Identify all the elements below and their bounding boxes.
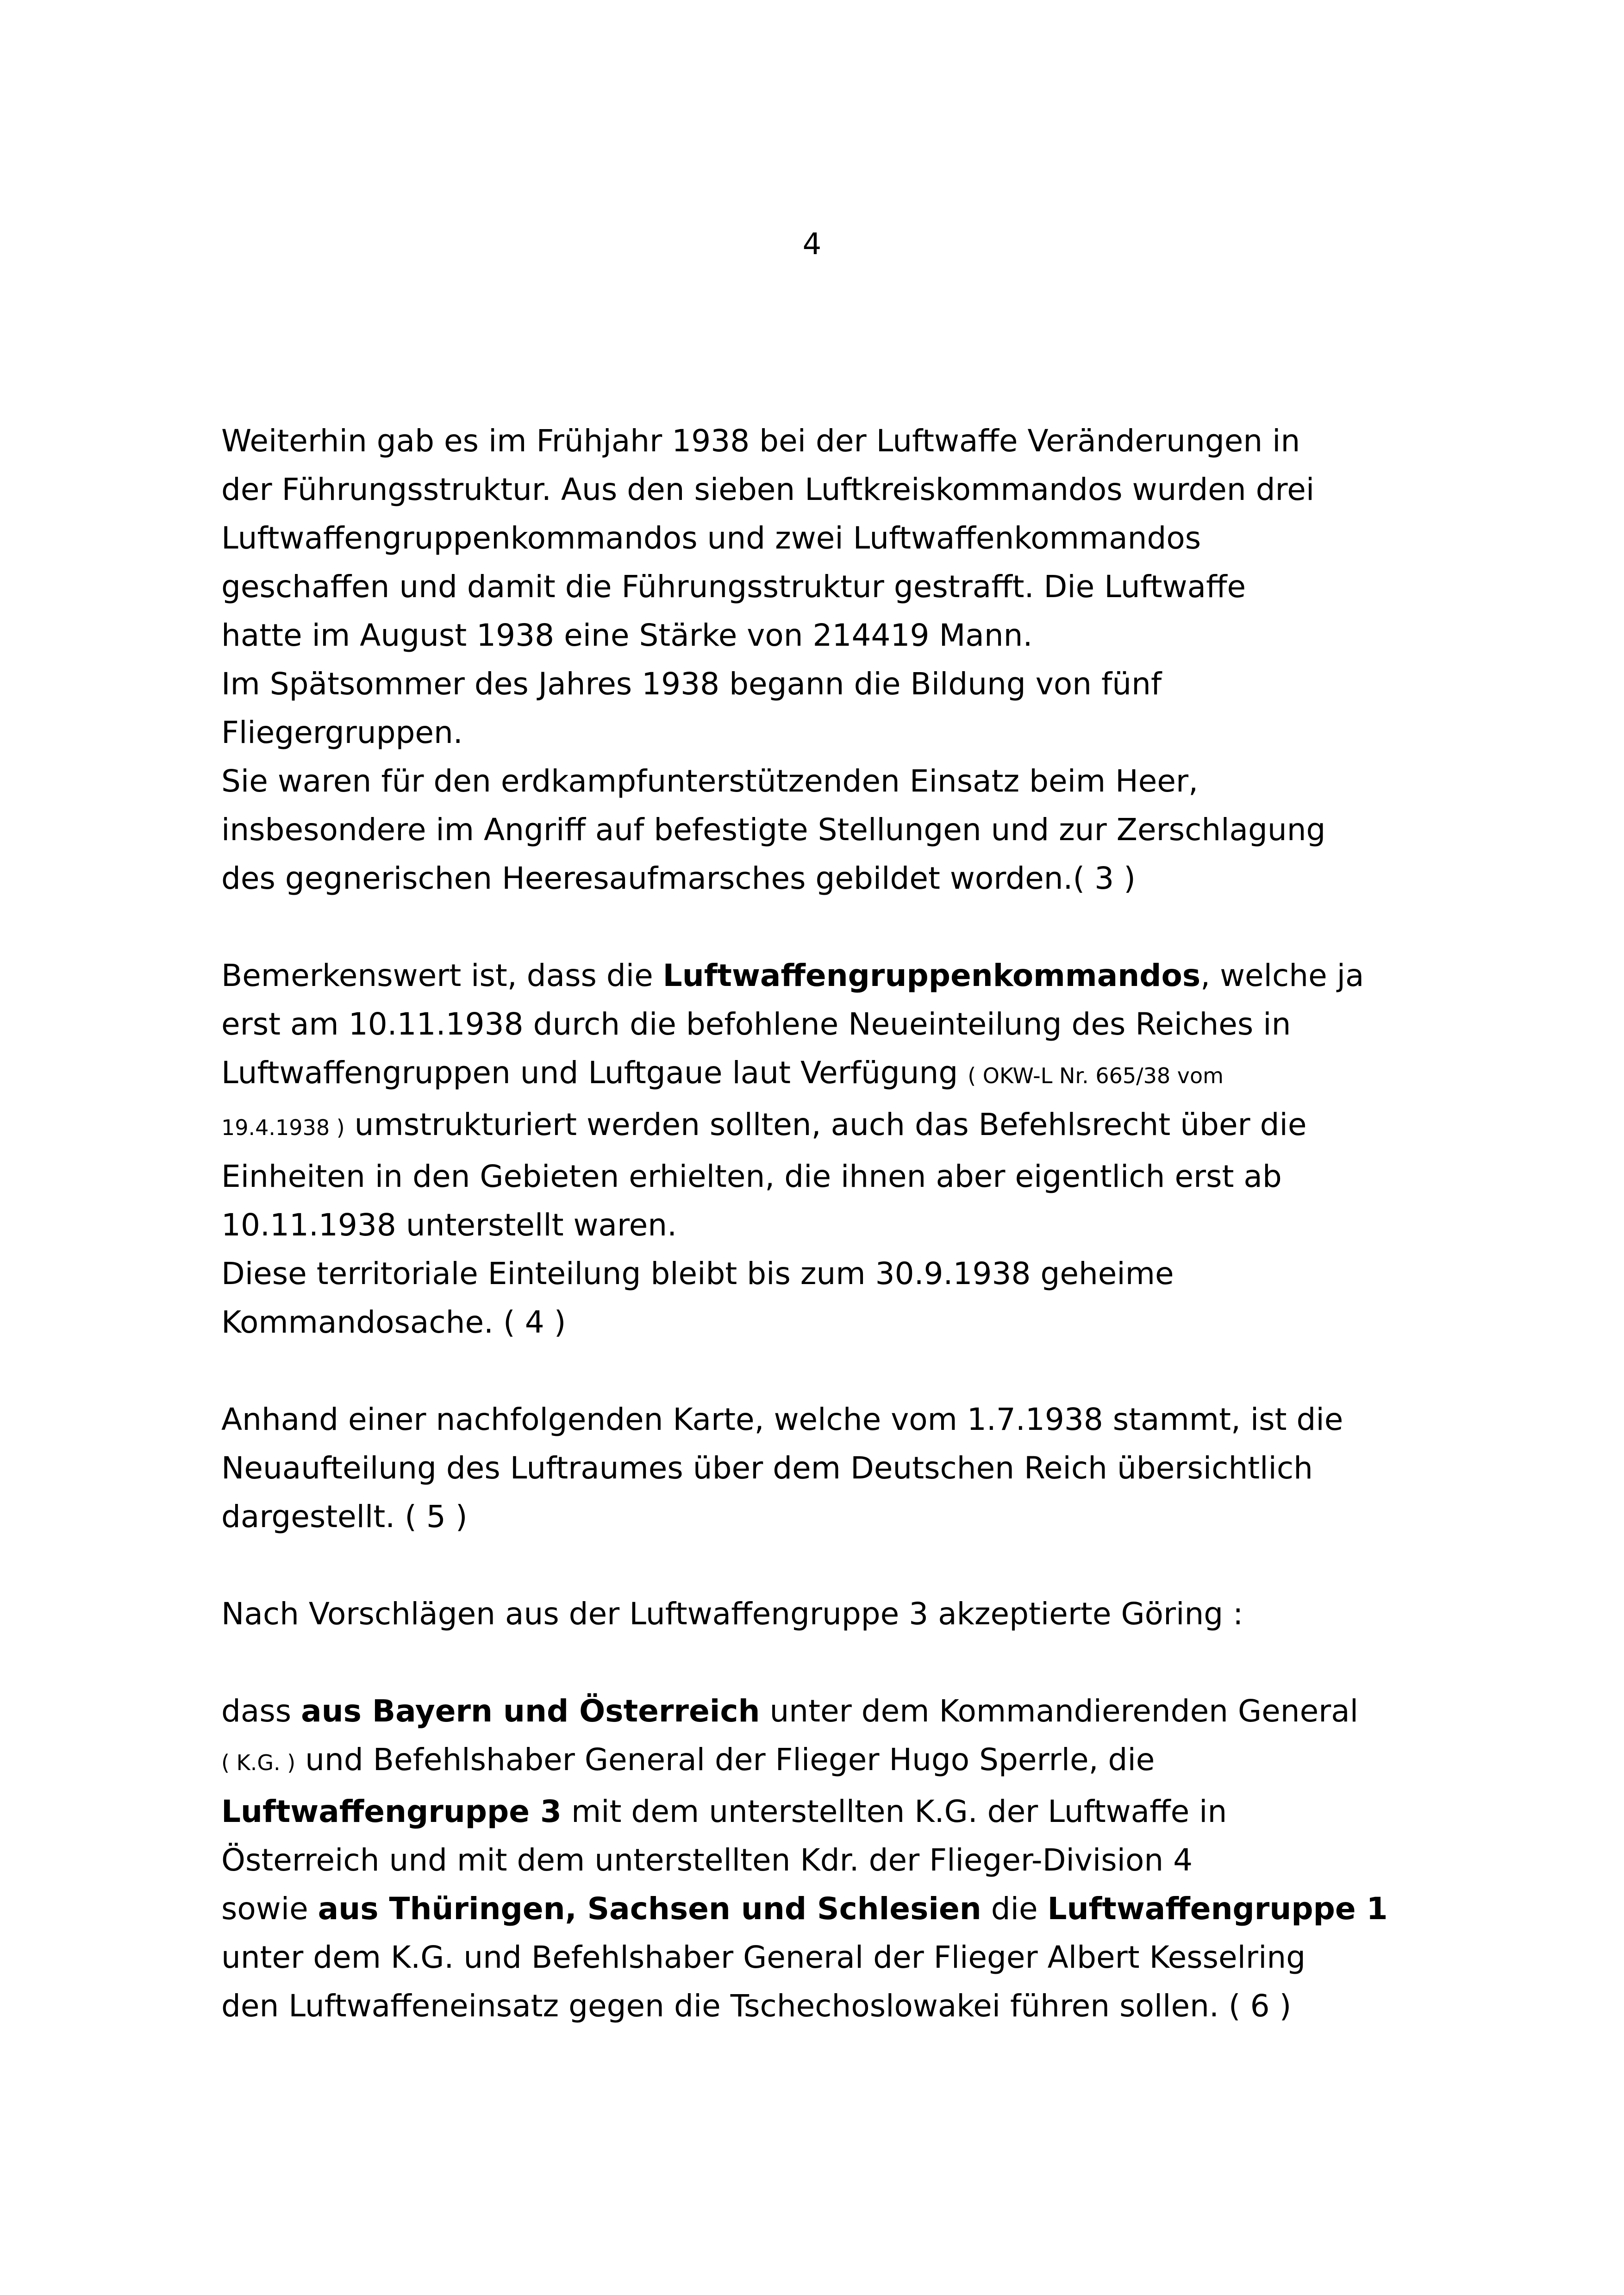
text-run: mit dem unterstellten K.G. der Luftwaffe in xyxy=(561,1794,1227,1829)
reference-note: ( OKW-L Nr. 665/38 vom xyxy=(968,1063,1224,1088)
text-line: Österreich und mit dem unterstellten Kdr. der Flieger-Division 4 xyxy=(221,1842,1193,1878)
text-line: Kommandosache. ( 4 ) xyxy=(221,1304,566,1340)
text-line xyxy=(221,1687,1443,1735)
text-run: Luftwaffengruppen und Luftgaue laut Verfügung xyxy=(221,1055,968,1091)
text-run: , welche ja xyxy=(1200,958,1364,993)
text-line xyxy=(221,1884,1443,1933)
text-line: Im Spätsommer des Jahres 1938 begann die Bildung von fünf xyxy=(221,666,1162,702)
document-body xyxy=(221,417,1443,2030)
text-line: Fliegergruppen. xyxy=(221,715,463,750)
text-line: dargestellt. ( 5 ) xyxy=(221,1499,468,1534)
bold-text-run: aus Bayern und Österreich xyxy=(301,1693,760,1729)
text-line: Sie waren für den erdkampfunterstützenden Einsatz beim Heer, xyxy=(221,763,1199,799)
bold-text-run: Luftwaffengruppenkommandos xyxy=(662,958,1201,993)
text-line xyxy=(221,951,1443,1000)
text-line: hatte im August 1938 eine Stärke von 214419 Mann. xyxy=(221,617,1033,653)
text-line: Anhand einer nachfolgenden Karte, welche vom 1.7.1938 stammt, ist die xyxy=(221,1402,1343,1437)
text-line xyxy=(221,1100,1443,1152)
text-line: des gegnerischen Heeresaufmarsches gebildet worden.( 3 ) xyxy=(221,861,1136,896)
text-line: Luftwaffengruppenkommandos und zwei Luftwaffenkommandos xyxy=(221,520,1201,556)
paragraph-reorganization xyxy=(221,417,1443,903)
reference-note: ( K.G. ) xyxy=(221,1750,296,1775)
text-run: die xyxy=(981,1891,1048,1927)
paragraph-spacer xyxy=(221,1541,1443,1590)
bold-text-run: Luftwaffengruppe 3 xyxy=(221,1794,562,1829)
text-line: 10.11.1938 unterstellt waren. xyxy=(221,1207,677,1243)
text-line: erst am 10.11.1938 durch die befohlene Neueinteilung des Reiches in xyxy=(221,1006,1291,1042)
text-line xyxy=(221,1735,1443,1787)
text-line: der Führungsstruktur. Aus den sieben Luftkreiskommandos wurden drei xyxy=(221,472,1315,507)
paragraph-map-reference xyxy=(221,1395,1443,1541)
text-line: Einheiten in den Gebieten erhielten, die ihnen aber eigentlich erst ab xyxy=(221,1159,1282,1194)
text-line: den Luftwaffeneinsatz gegen die Tschechoslowakei führen sollen. ( 6 ) xyxy=(221,1988,1292,2024)
page-number: 4 xyxy=(802,227,822,262)
reference-note: 19.4.1938 ) xyxy=(221,1115,345,1140)
paragraph-air-groups-czechoslovakia xyxy=(221,1687,1443,2030)
text-run: umstrukturiert werden sollten, auch das Befehlsrecht über die xyxy=(344,1107,1307,1142)
bold-text-run: aus Thüringen, Sachsen und Schlesien xyxy=(318,1891,981,1927)
text-line xyxy=(221,1048,1443,1100)
text-line: Nach Vorschlägen aus der Luftwaffengruppe 3 akzeptierte Göring : xyxy=(221,1596,1243,1632)
text-run: unter dem Kommandierenden General xyxy=(760,1693,1359,1729)
text-line: Diese territoriale Einteilung bleibt bis zum 30.9.1938 geheime xyxy=(221,1256,1174,1291)
bold-text-run: Luftwaffengruppe 1 xyxy=(1047,1891,1388,1927)
text-line: insbesondere im Angriff auf befestigte Stellungen und zur Zerschlagung xyxy=(221,812,1326,848)
text-line: Neuaufteilung des Luftraumes über dem Deutschen Reich übersichtlich xyxy=(221,1450,1313,1486)
text-line: Weiterhin gab es im Frühjahr 1938 bei der Luftwaffe Veränderungen in xyxy=(221,423,1300,459)
text-run: und Befehlshaber General der Flieger Hugo Sperrle, die xyxy=(295,1742,1155,1777)
paragraph-spacer xyxy=(221,1638,1443,1687)
text-run: dass xyxy=(221,1693,301,1729)
paragraph-spacer xyxy=(221,903,1443,951)
paragraph-goering-intro xyxy=(221,1590,1443,1638)
text-line: unter dem K.G. und Befehlshaber General der Flieger Albert Kesselring xyxy=(221,1940,1306,1975)
text-run: sowie xyxy=(221,1891,318,1927)
text-run: Bemerkenswert ist, dass die xyxy=(221,958,663,993)
paragraph-command-groups xyxy=(221,951,1443,1347)
text-line: geschaffen und damit die Führungsstruktur gestrafft. Die Luftwaffe xyxy=(221,569,1246,605)
text-line xyxy=(221,1787,1443,1836)
paragraph-spacer xyxy=(221,1347,1443,1395)
